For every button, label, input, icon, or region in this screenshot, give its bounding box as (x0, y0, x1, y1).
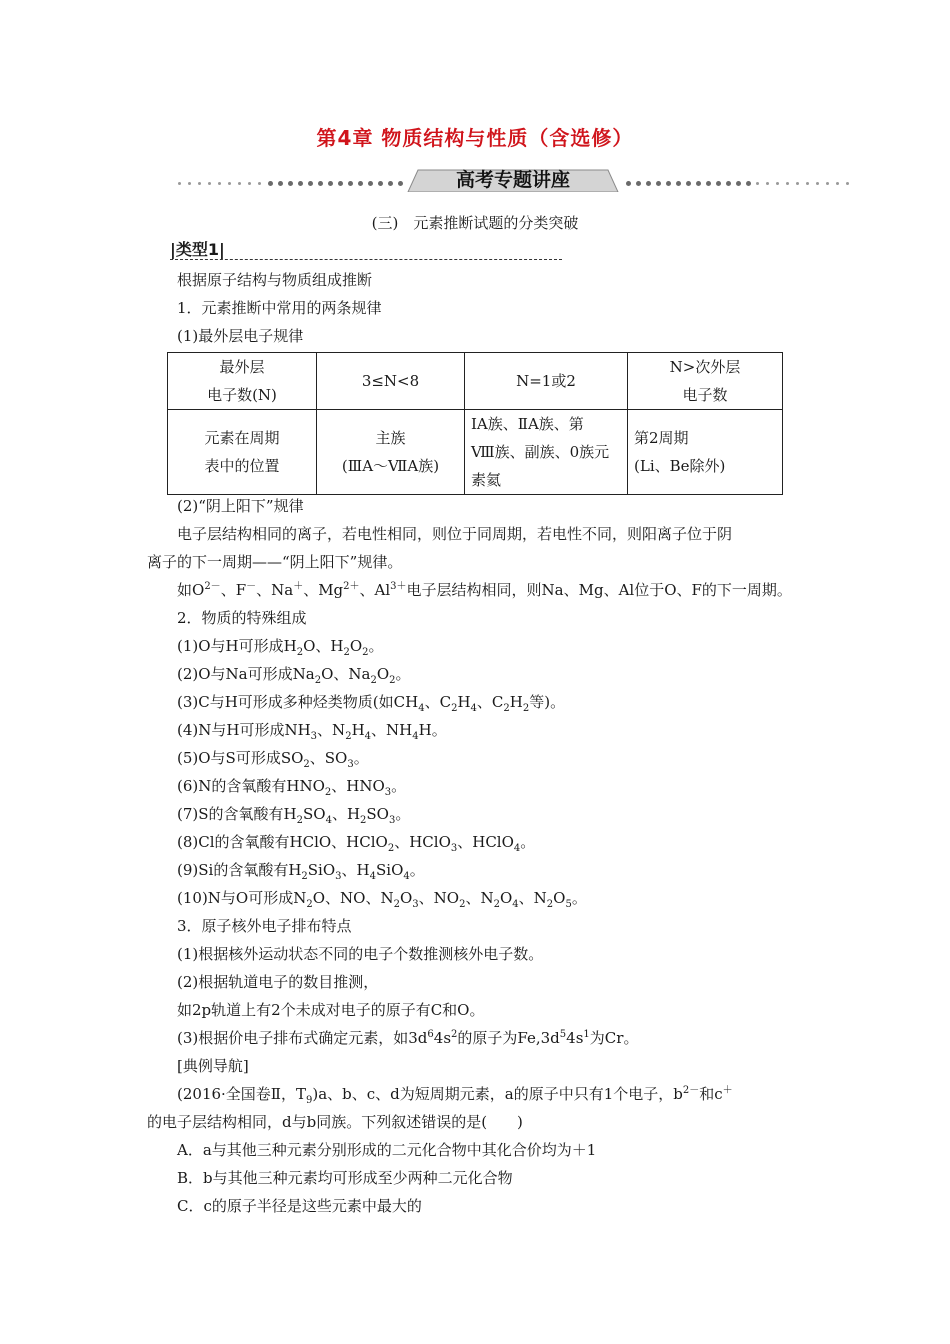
composition-item: (4)N与H可形成$NH_3$、$N_2H_4$、$NH_4H$。 (177, 721, 447, 742)
dot (178, 182, 181, 185)
section-3-heading: 3．原子核外电子排布特点 (177, 917, 352, 935)
subsection-1-heading: (1)最外层电子规律 (177, 327, 304, 345)
example-question-line: 的电子层结构相同，d与b同族。下列叙述错误的是( ) (147, 1113, 523, 1131)
dot (278, 181, 283, 186)
dot (766, 182, 769, 185)
dot (208, 182, 211, 185)
composition-item: (8)Cl的含氧酸有HClO、HClO$_2$、HClO$_3$、HClO$_4$。 (177, 833, 536, 854)
dashed-divider (170, 259, 562, 260)
dot (288, 181, 293, 186)
dot (348, 181, 353, 186)
intro-heading: 根据原子结构与物质组成推断 (177, 271, 373, 289)
dot (676, 181, 681, 186)
table-cell (628, 353, 783, 410)
section-title: (三) 元素推断试题的分类突破 (371, 214, 579, 232)
dot (378, 181, 383, 186)
paragraph-line: 如2p轨道上有2个未成对电子的原子有C和O。 (177, 1001, 485, 1019)
dot (656, 181, 661, 186)
cell-text: 3≤N<8 (361, 372, 420, 390)
dot (756, 182, 759, 185)
section-2-heading: 2．物质的特殊组成 (177, 609, 307, 627)
text-span: (2016·全国卷Ⅱ，T (177, 1085, 306, 1103)
composition-item: (6)N的含氧酸有$HNO_2$、$HNO_3$。 (177, 777, 407, 798)
composition-item: (5)O与S可形成$SO_2$、$SO_3$。 (177, 749, 369, 770)
paragraph-line: 电子层结构相同的离子，若电性相同，则位于同周期，若电性不同，则阳离子位于阴 (177, 525, 733, 543)
table-row (168, 410, 783, 495)
table-cell (168, 353, 317, 410)
dot (796, 182, 799, 185)
cell-text: ⅠA族、ⅡA族、第 (471, 415, 584, 433)
table-cell (465, 410, 628, 495)
cell-text: 最外层 (219, 358, 265, 376)
table-row (168, 353, 783, 410)
composition-item: (9)Si的含氧酸有$H_2SiO_3$、$H_4SiO_4$。 (177, 861, 425, 882)
paragraph-line: (2)根据轨道电子的数目推测， (177, 973, 379, 991)
dot (368, 181, 373, 186)
option-c: C．c的原子半径是这些元素中最大的 (177, 1197, 422, 1215)
section-1-heading: 1．元素推断中常用的两条规律 (177, 299, 382, 317)
cell-text: 电子数 (682, 386, 728, 404)
cell-text: 元素在周期 (204, 429, 280, 447)
dot (308, 181, 313, 186)
dot (846, 182, 849, 185)
electron-config-line: (3)根据价电子排布式确定元素，如$3d^64s^2$的原子为$Fe,3d^54s^1$为Cr。 (177, 1029, 639, 1047)
dot (816, 182, 819, 185)
dot (338, 181, 343, 186)
dot (398, 181, 403, 186)
dot (228, 182, 231, 185)
dot (248, 182, 251, 185)
cell-text: N>次外层 (669, 358, 741, 376)
table-cell (628, 410, 783, 495)
type-label: |类型1| (170, 240, 225, 259)
dot (188, 182, 191, 185)
dot (258, 182, 261, 185)
dot (716, 181, 721, 186)
paragraph-line: 离子的下一周期——“阴上阳下”规律。 (147, 553, 403, 571)
cell-text: Ⅷ族、副族、0族元 (471, 443, 610, 461)
dot (268, 181, 273, 186)
dot (686, 181, 691, 186)
composition-item: (2)O与Na可形成$Na_2O$、$Na_2O_2$。 (177, 665, 411, 686)
dot (726, 181, 731, 186)
table-cell (465, 353, 628, 410)
table-cell (317, 410, 465, 495)
cell-text: 电子数(N) (207, 386, 277, 404)
chapter-title: 第4章 物质结构与性质（含选修） (316, 126, 634, 150)
dot (706, 181, 711, 186)
dot (776, 182, 779, 185)
table-cell (168, 410, 317, 495)
text-span: 如O (177, 581, 205, 599)
dotted-line-left (178, 182, 400, 186)
subsection-2-heading: (2)“阴上阳下”规律 (177, 497, 304, 515)
cell-text: 第2周期 (634, 429, 689, 447)
banner-title: 高考专题讲座 (455, 169, 570, 191)
composition-item: (7)S的含氧酸有$H_2SO_4$、$H_2SO_3$。 (177, 805, 411, 826)
cell-text: N=1或2 (516, 372, 576, 390)
dot (696, 181, 701, 186)
dot (666, 181, 671, 186)
option-a: A．a与其他三种元素分别形成的二元化合物中其化合价均为＋1 (177, 1141, 597, 1159)
dot (746, 181, 751, 186)
cell-text: 表中的位置 (204, 457, 280, 475)
dot (218, 182, 221, 185)
paragraph-line: (1)根据核外运动状态不同的电子个数推测核外电子数。 (177, 945, 544, 963)
dot (836, 182, 839, 185)
example-label: [典例导航] (177, 1057, 249, 1075)
example-question-line: (2016·全国卷Ⅱ，$T_9)a$、b、c、d为短周期元素，a的原子中只有1个电子，$b^{2-}$和c＋ (177, 1085, 733, 1106)
dotted-line-right (626, 182, 854, 186)
table-cell (317, 353, 465, 410)
ion-example-line: 如$O^{2-}$、F－、Na＋、$Mg^{2+}$、$Al^{3+}$电子层结构相同，则Na、Mg、Al位于O、F的下一周期。 (177, 581, 792, 599)
cell-text: 素氦 (471, 471, 502, 489)
cell-text: (ⅢA～ⅦA族) (341, 457, 440, 475)
section-banner (178, 168, 854, 196)
outer-electron-rule-table (167, 352, 783, 495)
dot (358, 181, 363, 186)
dot (626, 181, 631, 186)
option-b: B．b与其他三种元素均可形成至少两种二元化合物 (177, 1169, 513, 1187)
dot (826, 182, 829, 185)
composition-item: (3)C与H可形成多种烃类物质(如$CH_4$、$C_2H_4$、$C_2H_2$等)。 (177, 693, 566, 714)
dot (636, 181, 641, 186)
text-span: 电子层结构相同，则Na、Mg、Al位于O、F的下一周期。 (406, 581, 792, 599)
dot (238, 182, 241, 185)
dot (388, 181, 393, 186)
cell-text: (Li、Be除外) (634, 457, 726, 475)
dot (786, 182, 789, 185)
dot (806, 182, 809, 185)
dot (198, 182, 201, 185)
cell-text: 主族 (375, 429, 406, 447)
composition-item: (1)O与H可形成$H_2O$、$H_2O_2$。 (177, 637, 384, 658)
dot (328, 181, 333, 186)
dot (298, 181, 303, 186)
dot (646, 181, 651, 186)
composition-item: (10)N与O可形成$N_2O$、NO、$N_2O_3$、$NO_2$、$N_2O_4$、$N_2O_5$。 (177, 889, 587, 910)
dot (736, 181, 741, 186)
dot (318, 181, 323, 186)
